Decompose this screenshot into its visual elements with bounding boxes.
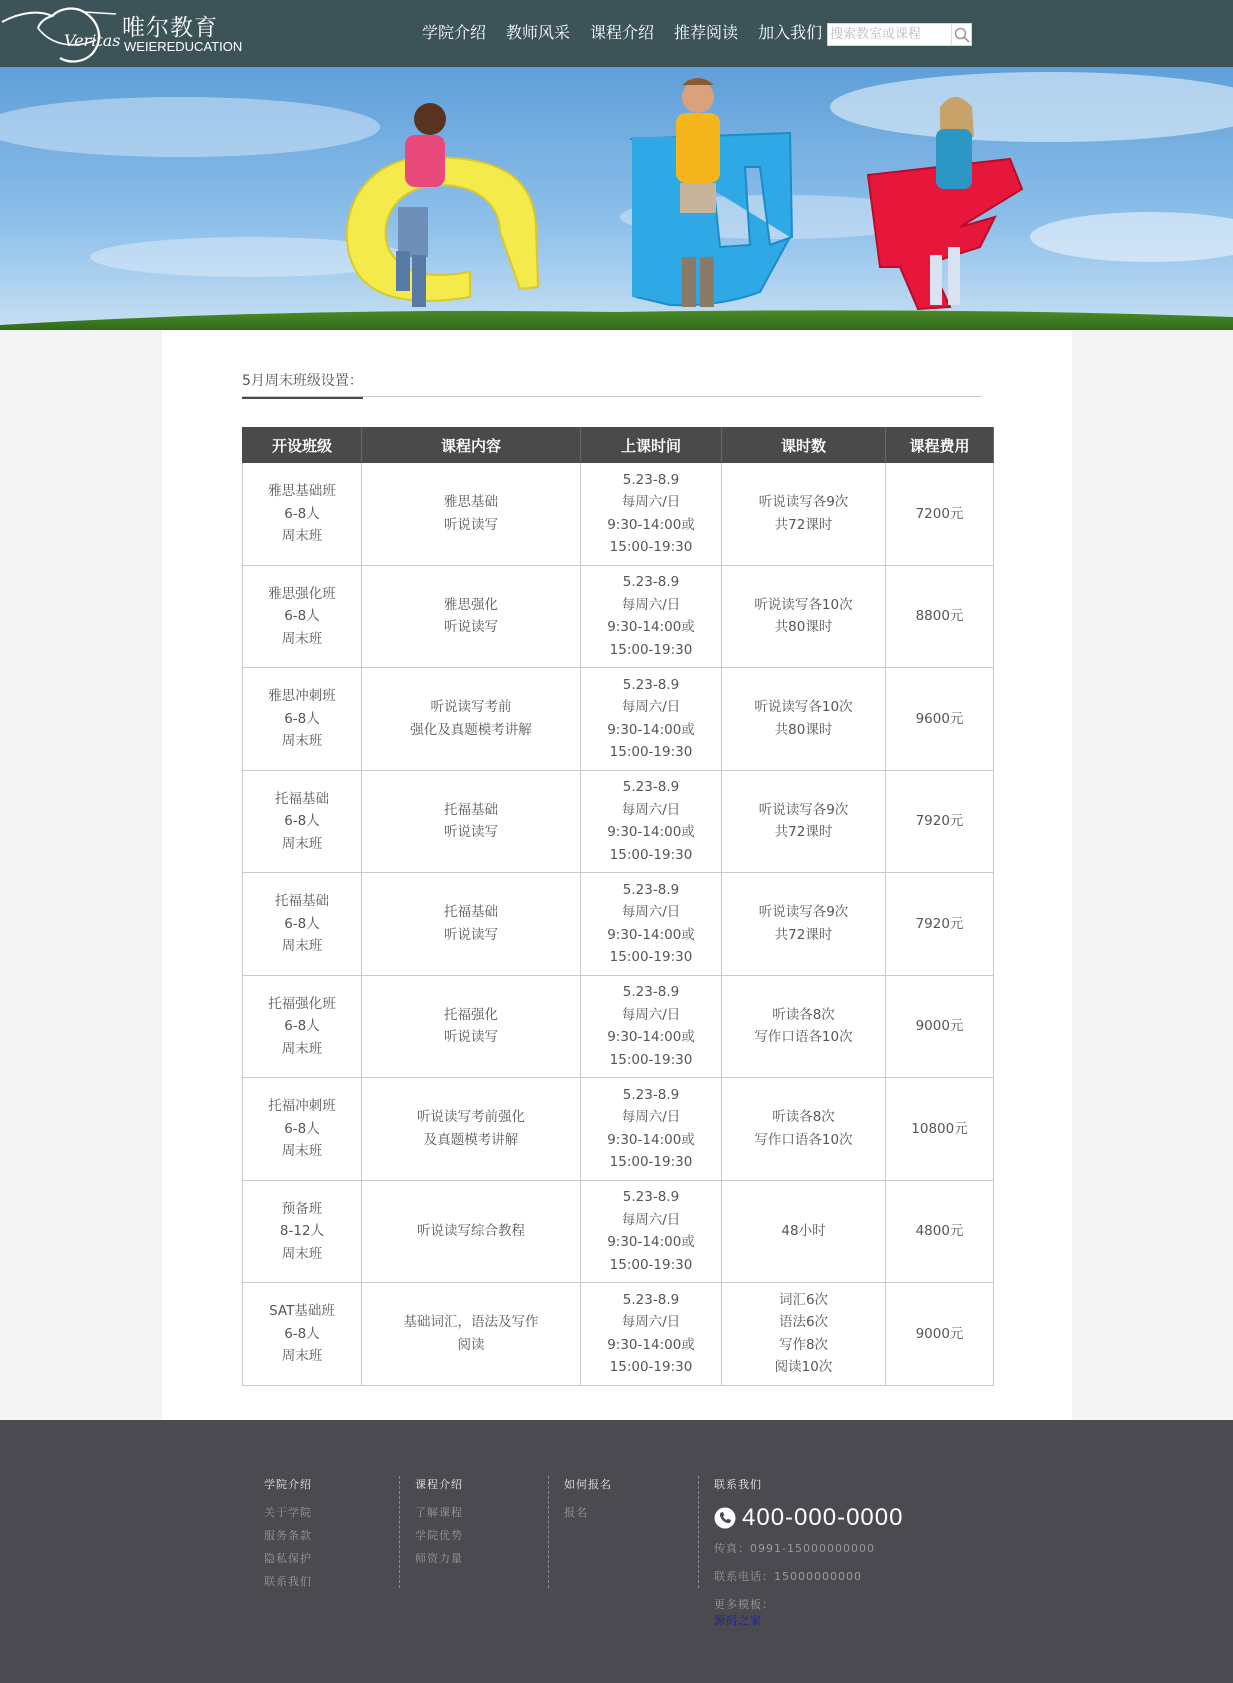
cell-hours: 听说读写各10次 共80课时 <box>722 565 886 668</box>
cell-hours: 听说读写各9次 共72课时 <box>722 873 886 976</box>
more-templates <box>714 1596 903 1626</box>
nav-about[interactable]: 学院介绍 <box>422 23 487 42</box>
table-row <box>243 565 994 668</box>
cell-class: 托福基础 6-8人 周末班 <box>243 770 362 873</box>
table-row <box>243 1180 994 1283</box>
cell-fee: 9600元 <box>886 668 994 771</box>
footer-col-title: 如何报名 <box>564 1478 612 1491</box>
logo[interactable] <box>0 0 243 67</box>
cell-time: 5.23-8.9 每周六/日 9:30-14:00或 15:00-19:30 <box>581 1078 722 1181</box>
main-content <box>162 330 1072 1420</box>
cell-content: 雅思强化 听说读写 <box>362 565 581 668</box>
footer-divider <box>399 1476 400 1588</box>
cell-time: 5.23-8.9 每周六/日 9:30-14:00或 15:00-19:30 <box>581 1283 722 1386</box>
logo-english-name: WEIEREDUCATION <box>124 39 243 54</box>
cell-fee: 4800元 <box>886 1180 994 1283</box>
cell-time: 5.23-8.9 每周六/日 9:30-14:00或 15:00-19:30 <box>581 463 722 566</box>
cell-content: 听说读写考前强化 及真题模考讲解 <box>362 1078 581 1181</box>
nav-teachers[interactable]: 教师风采 <box>506 23 571 42</box>
search-input[interactable] <box>828 24 951 45</box>
cell-class: 预备班 8-12人 周末班 <box>243 1180 362 1283</box>
cell-class: 托福强化班 6-8人 周末班 <box>243 975 362 1078</box>
footer-divider <box>548 1476 549 1588</box>
cell-hours: 听说读写各9次 共72课时 <box>722 463 886 566</box>
footer-col-enroll <box>564 1476 612 1527</box>
nav-reading[interactable]: 推荐阅读 <box>674 23 739 42</box>
footer-link-learn-courses[interactable]: 了解课程 <box>415 1506 463 1519</box>
cell-time: 5.23-8.9 每周六/日 9:30-14:00或 15:00-19:30 <box>581 1180 722 1283</box>
header-hours: 课时数 <box>722 428 886 463</box>
cell-time: 5.23-8.9 每周六/日 9:30-14:00或 15:00-19:30 <box>581 975 722 1078</box>
cell-hours: 听说读写各10次 共80课时 <box>722 668 886 771</box>
table-row <box>243 975 994 1078</box>
cell-time: 5.23-8.9 每周六/日 9:30-14:00或 15:00-19:30 <box>581 873 722 976</box>
table-row <box>243 873 994 976</box>
svg-text:Veritas: Veritas <box>64 31 121 50</box>
table-row <box>243 770 994 873</box>
footer-link-faculty[interactable]: 师资力量 <box>415 1552 463 1565</box>
footer-col-title: 联系我们 <box>714 1478 762 1491</box>
footer-col-contact <box>714 1476 903 1638</box>
cell-class: 雅思基础班 6-8人 周末班 <box>243 463 362 566</box>
cell-content: 托福强化 听说读写 <box>362 975 581 1078</box>
footer-link-terms[interactable]: 服务条款 <box>264 1529 312 1542</box>
fax-info: 传真：0991-15000000000 <box>714 1542 875 1555</box>
logo-chinese-name: 唯尔教育 <box>122 15 218 41</box>
search-box <box>827 23 972 46</box>
footer-link-contact[interactable]: 联系我们 <box>264 1575 312 1588</box>
cell-fee: 10800元 <box>886 1078 994 1181</box>
cell-content: 基础词汇，语法及写作 阅读 <box>362 1283 581 1386</box>
course-table <box>242 427 994 1386</box>
cell-class: SAT基础班 6-8人 周末班 <box>243 1283 362 1386</box>
table-row <box>243 1283 994 1386</box>
cell-hours: 听说读写各9次 共72课时 <box>722 770 886 873</box>
cell-class: 雅思冲刺班 6-8人 周末班 <box>243 668 362 771</box>
cell-content: 托福基础 听说读写 <box>362 770 581 873</box>
cell-fee: 7200元 <box>886 463 994 566</box>
cell-time: 5.23-8.9 每周六/日 9:30-14:00或 15:00-19:30 <box>581 770 722 873</box>
header-fee: 课程费用 <box>886 428 994 463</box>
main-nav <box>422 20 842 43</box>
table-row <box>243 1078 994 1181</box>
more-templates-link[interactable]: 源码之家 <box>714 1614 762 1627</box>
heron-logo-icon <box>0 0 125 67</box>
cell-hours: 听读各8次 写作口语各10次 <box>722 975 886 1078</box>
more-templates-label: 更多模板： <box>714 1598 774 1611</box>
phone-icon <box>714 1507 736 1529</box>
search-button[interactable] <box>951 24 971 45</box>
search-icon <box>954 27 970 43</box>
tel-info: 联系电话：15000000000 <box>714 1570 862 1583</box>
header-content: 课程内容 <box>362 428 581 463</box>
cell-fee: 7920元 <box>886 873 994 976</box>
nav-join[interactable]: 加入我们 <box>758 23 823 42</box>
phone-number[interactable]: 400-000-0000 <box>742 1504 904 1531</box>
cell-hours: 48小时 <box>722 1180 886 1283</box>
header-time: 上课时间 <box>581 428 722 463</box>
nav-courses[interactable]: 课程介绍 <box>590 23 655 42</box>
header-class: 开设班级 <box>243 428 362 463</box>
footer-col-courses <box>415 1476 463 1573</box>
cell-fee: 8800元 <box>886 565 994 668</box>
cell-fee: 7920元 <box>886 770 994 873</box>
phone-block <box>714 1504 903 1532</box>
banner-image <box>0 67 1233 330</box>
cell-class: 托福基础 6-8人 周末班 <box>243 873 362 976</box>
footer-link-enroll[interactable]: 报名 <box>564 1506 588 1519</box>
footer-col-title: 课程介绍 <box>415 1478 463 1491</box>
footer-link-advantages[interactable]: 学院优势 <box>415 1529 463 1542</box>
cell-content: 雅思基础 听说读写 <box>362 463 581 566</box>
site-footer <box>0 1420 1233 1683</box>
cell-time: 5.23-8.9 每周六/日 9:30-14:00或 15:00-19:30 <box>581 668 722 771</box>
footer-link-about[interactable]: 关于学院 <box>264 1506 312 1519</box>
cell-class: 托福冲刺班 6-8人 周末班 <box>243 1078 362 1181</box>
cell-hours: 听读各8次 写作口语各10次 <box>722 1078 886 1181</box>
footer-col-about <box>264 1476 312 1596</box>
footer-divider <box>698 1476 699 1588</box>
cell-time: 5.23-8.9 每周六/日 9:30-14:00或 15:00-19:30 <box>581 565 722 668</box>
table-row <box>243 463 994 566</box>
footer-link-privacy[interactable]: 隐私保护 <box>264 1552 312 1565</box>
cell-fee: 9000元 <box>886 975 994 1078</box>
hero-banner <box>0 67 1233 330</box>
section-divider <box>242 396 982 397</box>
cell-hours: 词汇6次 语法6次 写作8次 阅读10次 <box>722 1283 886 1386</box>
cell-content: 听说读写综合教程 <box>362 1180 581 1283</box>
cell-content: 托福基础 听说读写 <box>362 873 581 976</box>
table-row <box>243 668 994 771</box>
cell-fee: 9000元 <box>886 1283 994 1386</box>
table-header-row <box>243 428 994 463</box>
site-header <box>0 0 1233 67</box>
cell-class: 雅思强化班 6-8人 周末班 <box>243 565 362 668</box>
section-title: 5月周末班级设置： <box>242 370 363 399</box>
cell-content: 听说读写考前 强化及真题模考讲解 <box>362 668 581 771</box>
footer-col-title: 学院介绍 <box>264 1478 312 1491</box>
